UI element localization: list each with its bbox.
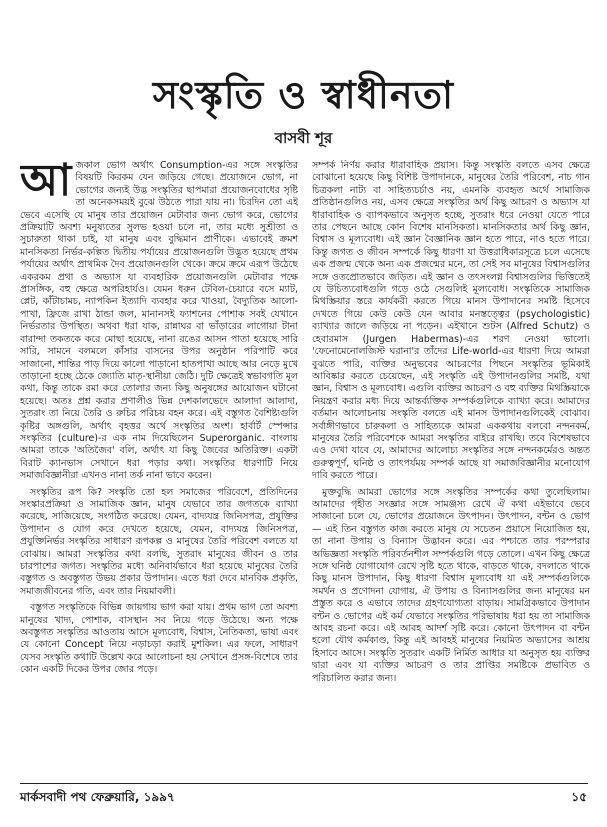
right-column	[312, 160, 590, 780]
journal-footer: মার্কসবাদী পথ ফেব্রুয়ারি, ১৯৯৭	[20, 790, 175, 804]
paragraph: বস্তুগত সংস্কৃতিকে বিভিন্ন জায়গায় ভাগ করা যায়। প্রথম ভাগ তো অবশ্য মানুষের খাদ্য, পোশাক, বাসস্থান সব নিয়ে গড়ে উঠেছে। অন্য পক্ষে অবস্তুগত সংস্কৃতির আওতায় আসে মূল্যবোধ, বিশ্বাস, নৈতিকতা, ভাষা এবং যে কোনো Concept নিয়ে নড়াচড়া করাই মুশকিল। এর ফলে, সাধারণ যেসব সংস্কৃতি কথাটি উল্লেখ করে আলোচনা হয় সেখানে প্রসঙ্গ-বিশেষে তার কোন একটি দিকের উপর জোর পড়ে।	[20, 602, 298, 676]
left-column	[20, 160, 298, 780]
paragraph: সম্পর্ক নির্ণয় করার ধারাবাহিক প্রয়াস। কিন্তু সংস্কৃতি বলতে এসব ক্ষেত্রে বোঝানো হয়েছে কিছু বিশিষ্ট উপাদানকে, মানুষের তৈরি পরিবেশ, নাচ গান চিত্রকলা নাট্য বা সাহিত্যচর্চাও নয়, এমনকি ব্যবহৃত অর্থে সামাজিক প্রতিষ্ঠানগুলিও নয়, এসব ক্ষেত্রে সংস্কৃতির অর্থ কিছু আচরণ ও অভ্যাস যা ধারাবাহিক ও ব্যাপকভাবে অনুসৃত হচ্ছে, সুতরাং ধরে নেওয়া যেতে পারে তার পেছনে আছে কোন বিশেষ মানসিকতা। মানসিকতার অর্থ কিছু জ্ঞান, বিশ্বাস ও মূল্যবোধ। এই জ্ঞান বৈজ্ঞানিক জ্ঞান হতে পারে, নাও হতে পারে। কিন্তু জগত ও জীবন সম্পর্কে কিছু ধারণা যা উত্তরাধিকারসূত্রে চলে এসেছে এক প্রজন্ম থেকে অন্য এক প্রজন্মের মনে, তা সেই সব মানুষের বিশ্বাসগুলির সঙ্গে ওতপ্রোতভাবে জড়িত। এই জ্ঞান ও তৎসংলগ্ন বিশ্বাসগুলির ভিত্তিতেই যে উচিত্যবোধগুলি গড়ে ওঠে সেগুলিই মূল্যবোধ। সংস্কৃতিকে সামাজিক মিথস্ক্রিয়ার স্তরে কার্যকরী করতে গিয়ে মানস উপাদানের সমষ্টি হিসেবে দেখতে গিয়ে কেউ কেউ যেন আবার মনস্তত্ত্বের (psychologistic) ব্যাখ্যার জালে জড়িয়ে না পড়েন। এইখানে শুটস (Alfred Schutz) ও হেবারমাস (Jurgen Habermas)-এর শরণ নেওয়া ভালো। 'ফেনোমেনোলজিস্ট ঘরানা'র তাঁদের Life-world-এর ধারণা দিয়ে আমরা বুঝতে পারি, ব্যক্তির অনুভবের আচরণের পিছনে সংস্কৃতির ভূমিকাই আবিষ্কার করতে চেয়েছেন, এই সংস্কৃতি এই উপাদানগুলির সমষ্টি, যথা জ্ঞান, বিশ্বাস ও মূল্যবোধ। এগুলি ব্যক্তির আচরণ ও বহু ব্যক্তির মিথস্ক্রিয়াকে নিয়ন্ত্রণ করার মধ্য দিয়ে আন্তর্ব্যক্তিক সম্পর্কগুলিকে ব্যাখ্যা করে। আমাদের বর্তমান আলোচনায় সংস্কৃতি বলতে এই মানস উপাদানগুলিকেই বোঝাব। সর্বাঙ্গীণভাবে চারুকলা ও সাহিত্যকে আমরা এককথায় বলবো নন্দনকর্ম, মানুষের তৈরি পরিবেশকে আমরা সংস্কৃতির বাইরে রাখছি। তবে বিশেষভাবে এও দেখা যাবে যে, আমাদের আলোচ্য সংস্কৃতির সঙ্গে নন্দনকর্মেরও অন্তত গুরুত্বপূর্ণ, ঘনিষ্ঠ ও তাৎপর্যময় সম্পর্ক আছে যা সমাজবিজ্ঞানীর মনোযোগ দাবি করতে পারে।	[312, 160, 590, 482]
drop-cap: আ	[20, 160, 72, 206]
paragraph: মুক্তবুদ্ধি আমরা ভোগের সঙ্গে সংস্কৃতির সম্পর্কের কথা তুলেছিলাম। আমাদের গৃহীত সংজ্ঞার সঙ্গে সামঞ্জস্য রেখে ঐ কথা এইভাবে ভেবে সাজানো চলে যে, ভোগের প্রয়োজনে উৎপাদন। উৎপাদন, বন্টন ও ভোগ — এই তিন বস্তুগত কাজ করতে মানুষ যে সচেতন প্রয়াসে নিয়োজিত হয়, তা নানা উপায় ও বিন্যাস উদ্ভাবন করে। এর পশ্চাতে তার পরম্পরার অভিজ্ঞতা সংস্কৃতি পরিবর্তনশীল সম্পর্কগুলি গড়ে তোলে। এখন কিছু ক্ষেত্রে সঙ্গে ঘনিষ্ঠ যোগাযোগ রেখে সৃষ্টি হতে থাকে, বাড়তে থাকে, বদলাতে থাকে কিছু মানস উপাদান, কিছু ধারণা বিশ্বাস মূল্যবোধ যা এই সম্পর্কগুলিকে সমর্থন ও প্রণোদনা যোগায়, ঐ উপায় ও বিন্যাসগুলির জন্য মানুষের মন প্রস্তুত করে ও এভাবে তাদের গ্রহণযোগ্যতা বাড়ায়। সামগ্রিকভাবে উপাদান বন্টন ও ভোগের এই কর্ম যেভাবে সংস্কৃতির পরিভাষায় ধরা হয় তা সামাজিক আবহ রচনা করে। এই আবহ আদর্শ সৃষ্টি করে। কোনো উৎপাদন বা বন্টন হলো যৌথ কর্মকাণ্ড, কিন্তু এই আবহই মানুষের নিয়মিত অভ্যাসের আশ্রয় হিসাবে আসে। সংস্কৃতি সুতরাং একটি নির্মিত আধার যা অনুসৃত হয় ব্যক্তির দ্বারা এবং যা ব্যক্তির আচরণ ও তার প্রাপ্তির সমষ্টিকে প্রভাবিত ও পরিচালিত করার জন্য।	[312, 486, 590, 684]
article-title: সংস্কৃতি ও স্বাধীনতা	[152, 73, 455, 117]
paragraph	[20, 160, 298, 483]
article-author: বাসবী শূর	[274, 129, 333, 147]
footer-divider	[20, 783, 588, 784]
paragraph-text: জকাল ভোগ অর্থাৎ Consumption-এর সঙ্গে সংস্কৃতির বিষয়টি কিরকম যেন জড়িয়ে গেছে। প্রয়োজনে ভোগ, না ভোগের জন্যই উদ্ভ সংস্কৃতির ছাপমারা প্রয়োজনবোধের সৃষ্টি তা অনেকসময়ই বুঝে উঠতে পারা যায় না। চিরদিন তো এই ভেবে এসেছি যে মানুষ তার প্রয়োজন মেটাবার জন্য ভোগ করে, ভোগের প্রক্রিয়াটি অবশ্য মনুষ্যতের সুলভ হওয়া চলে না, তার মধ্যে সুশ্রীতা ও সুচারুতা থাকা চাই, যা মানুষ এবং বুদ্ধিমান প্রাণীকে। এভাবেই ক্রমশ মানসিকতা নির্ভর-কল্পিত দ্বিতীয় পর্যায়ের প্রয়োজনগুলি উদ্ভূত হয়েছে প্রথম পর্যায়ের অর্থাৎ প্রাথমিক দৈব প্রয়োজনগুলি থেকে। ক্রমে ক্রমে এরূপ উঠেছে একরকম প্রথা ও অভ্যাস যা ব্যবহারিক প্রয়োজনগুলি মেটাবার পক্ষে প্রাসঙ্গিক, বহু ক্ষেত্রে অপরিহার্যও। যেমন ধরুন টেবিল-চেয়ারে বসে ম্যাট, প্লেট, কাঁটাচামচ, ন্যাপকিন ইত্যাদি ব্যবহার করে খাওয়া, বৈদ্যুতিক আলো-পাখা, ফ্রিজে রাখা ঠান্ডা জল, মানানসই ফ্যাশনের পোশাক সবই যেখানে নির্ভরতার উপস্থিত। অথবা ধরা যাক, রান্নাঘর বা ভাঁড়ারের লাগোয়া টানা বারান্দা তকতকে করে মোছা হয়েছে, নানা রঙের আসন পাতা হয়েছে সারি সারি, সামনে বলমলে কাঁসার বাসনের উপর অনুষ্ঠান পরিপাটি করে সাজানো, শান্তির পাড় দিয়ে কালো পাড়ানো হাতপাখা আছে আর নেড়ে মুখে তাড়ানো হচ্ছে ঠেকে জ্যোতি মাতৃ-স্থানীয়া জেঠি। দুটি ক্ষেত্রেই স্বভাবগতি মূল কথা, কিন্তু তাকে রমা করে তোলার জন্য কিছু অনুষঙ্গের আয়োজন ঘটানো হয়েছে। অতঃ প্রশ্ন করার প্রণালীও ভিন্ন দেশকালভেদে আলাদা আলাদা, সুতরাং তা নিয়ে তৈরি ও রুচির পরিচয় বহন করে। এই বস্তুগত বৈশিষ্ট্যগুলি কৃষ্টির অঙ্গগুলি, অর্থাৎ বৃহত্তর অর্থে সংস্কৃতির অংশ। হার্বার্ট স্পেন্সার সংস্কৃতির (culture)-র এক নাম দিয়েছিলেন Superorganic. বাংলায় আমরা তাকে 'অতিজৈব' বলি, অর্থাৎ যা কিছু জৈবের অতিরিক্ত। একটা বিরাট ক্যানভাস সেখানে ধরা পড়ার কথা। সংস্কৃতির ধারণাটি নিয়ে সমাজবিজ্ঞানীরা এখনও নানা তর্ক নানা ভাবে করেন।	[20, 160, 298, 482]
paragraph: সংস্কৃতির রূপ কি? সংস্কৃতি তো হল সমাজের পরিবেশে, প্রতিদিনের সংস্কারপ্রক্রিয়া ও সামাজিক জ্ঞান, মানুষ যেভাবে তার জগতকে ব্যাখ্যা করেছে, সাজিয়েছে, সংগঠিত করেছে। যেমন, বাদ্যযন্ত্র জিনিসপত্র, প্রযুক্তির উপাদান ও যোগ করে দেখতে হয়েছে, যেমন, বাদ্যযন্ত্র জিনিসপত্র, প্রযুক্তিনির্ভর সংস্কৃতির সাধারণ রূপকল্প ও মানুষের তৈরি পরিবেশ বলতে যা বোঝায়। আমরা সংস্কৃতির কথা বলছি, সুতরাং মানুষের জীবন ও তার চারপাশের জগত। সংস্কৃতির মধ্যে অনিবার্যভাবে ধরা হয়েছে মানুষের তৈরি বস্তুগত ও অবস্তুগত উভয় প্রকার উপাদান। এতে ধরা দেবে মানবিক প্রকৃতি, সমাজজীবনের গতি, এবং তার নিয়মাবলী।	[20, 486, 298, 597]
page-number: ১৫	[571, 790, 587, 804]
